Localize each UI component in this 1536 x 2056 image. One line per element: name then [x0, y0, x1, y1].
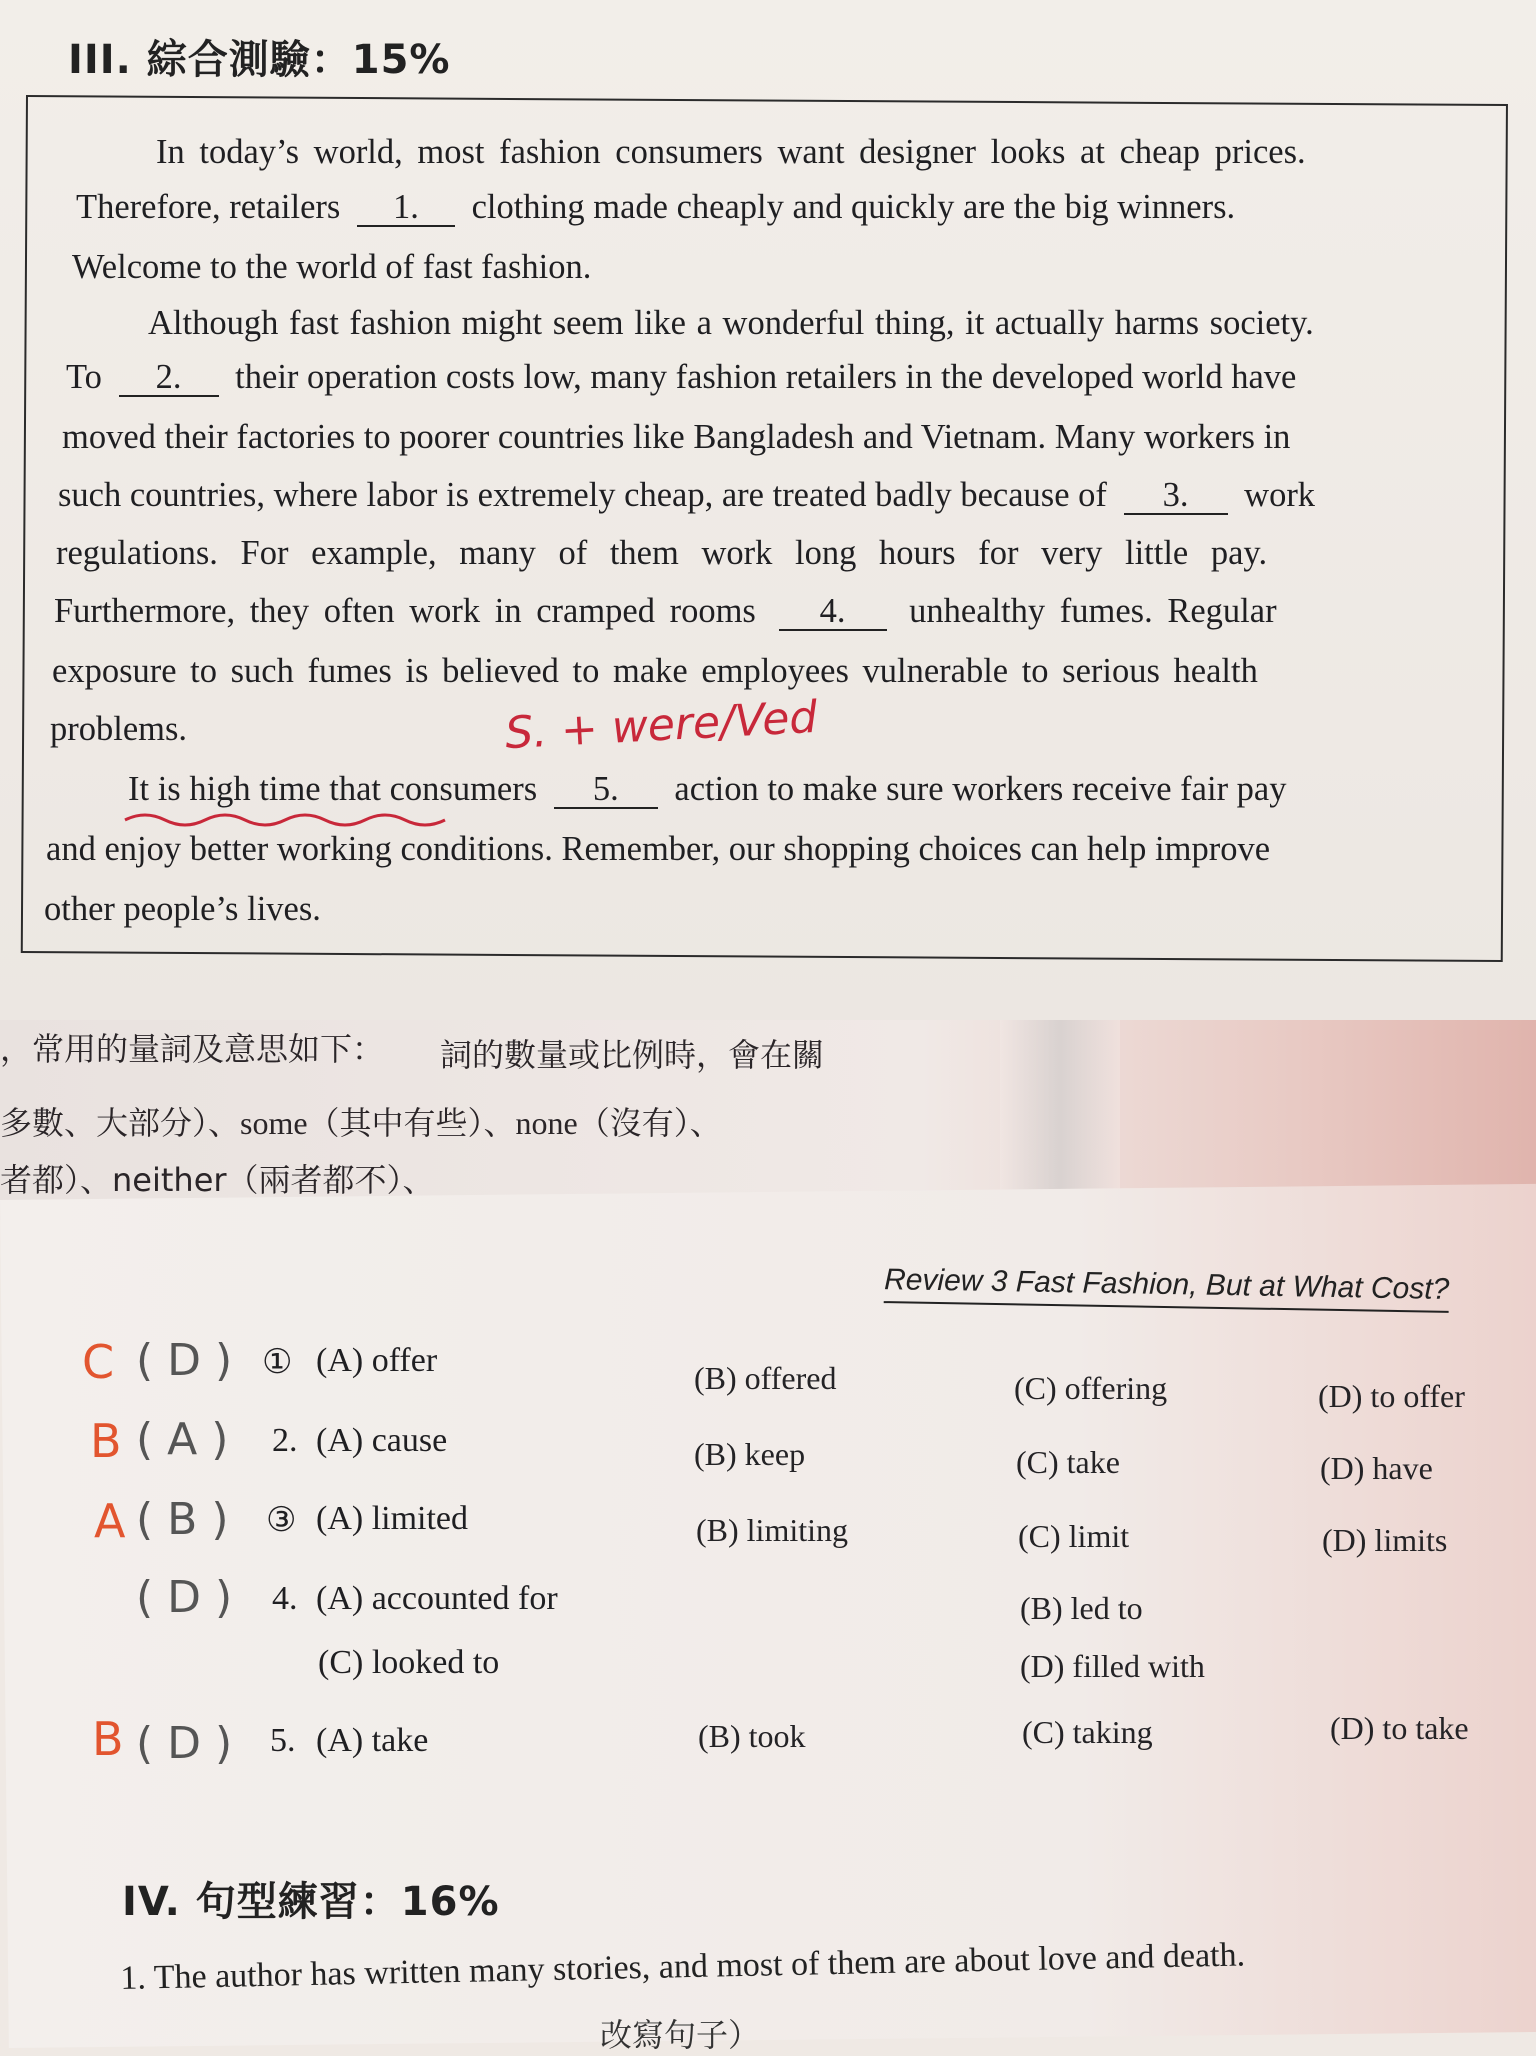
pencil-answer[interactable]: ( B )	[136, 1494, 229, 1545]
option-c[interactable]: (C) limit	[1018, 1518, 1130, 1554]
passage-text: Furthermore, they often work in cramped rooms	[54, 592, 756, 630]
option-d[interactable]: (D) to offer	[1318, 1378, 1465, 1414]
pencil-answer[interactable]: ( D )	[136, 1718, 233, 1769]
option-a[interactable]: (A) limited	[316, 1500, 469, 1537]
passage-line	[54, 594, 1277, 631]
red-correction: A	[94, 1494, 126, 1548]
passage-line	[58, 478, 1315, 515]
option-a[interactable]: (A) offer	[316, 1342, 438, 1379]
passage-line: Welcome to the world of fast fashion.	[72, 248, 592, 286]
passage-text: such countries, where labor is extremely cheap, are treated badly because of	[58, 476, 1107, 514]
passage-line: regulations. For example, many of them work long hours for very little pay.	[56, 534, 1268, 572]
passage-line: exposure to such fumes is believed to make employees vulnerable to serious health	[52, 652, 1258, 690]
handwritten-note: S. + were/Ved	[503, 691, 819, 760]
passage-text: It is high time that consumers	[128, 770, 538, 808]
passage-text: Therefore, retailers	[76, 188, 341, 226]
exercise-hint: 改寫句子）	[600, 2016, 761, 2054]
blank-1[interactable]: 1.	[357, 190, 455, 227]
passage-line: problems.	[50, 710, 188, 748]
passage-line: and enjoy better working conditions. Remember, our shopping choices can help improve	[46, 830, 1271, 868]
fold-text-line: 詞的數量或比例時，會在關	[440, 1036, 825, 1074]
section-heading: IV. 句型練習：16%	[122, 1879, 500, 1925]
red-correction: B	[92, 1712, 124, 1766]
question-number: 5.	[270, 1722, 296, 1759]
option-c[interactable]: (C) offering	[1014, 1370, 1168, 1406]
passage-text: clothing made cheaply and quickly are the big winners.	[471, 188, 1236, 226]
blank-3[interactable]: 3.	[1124, 478, 1228, 515]
option-d[interactable]: (D) limits	[1322, 1522, 1448, 1558]
exercise-sentence: 1. The author has written many stories, and most of them are about love and death.	[120, 1936, 1246, 1997]
option-b[interactable]: (B) led to	[1020, 1590, 1143, 1626]
section-heading: III. 綜合測驗：15%	[68, 37, 451, 83]
passage-line: other people’s lives.	[44, 890, 321, 928]
option-c[interactable]: (C) take	[1016, 1444, 1120, 1480]
option-b[interactable]: (B) keep	[694, 1436, 806, 1472]
passage-line	[76, 190, 1235, 227]
option-b[interactable]: (B) limiting	[696, 1512, 848, 1548]
option-d[interactable]: (D) have	[1320, 1450, 1433, 1486]
option-a[interactable]: (A) take	[316, 1722, 429, 1759]
option-d[interactable]: (D) to take	[1330, 1710, 1469, 1746]
option-c[interactable]: (C) looked to	[318, 1644, 500, 1681]
pencil-answer[interactable]: ( D )	[136, 1335, 233, 1386]
question-number: ③	[266, 1502, 297, 1539]
blank-5[interactable]: 5.	[554, 772, 658, 809]
pencil-answer[interactable]: ( A )	[136, 1414, 229, 1465]
passage-text: unhealthy fumes. Regular	[909, 592, 1277, 630]
option-a[interactable]: (A) accounted for	[316, 1580, 558, 1617]
fold-text-line: 者都）、neither（兩者都不）、	[0, 1161, 435, 1199]
red-correction: B	[90, 1414, 122, 1468]
blank-4[interactable]: 4.	[779, 594, 887, 631]
blank-2[interactable]: 2.	[119, 360, 219, 397]
passage-text: action to make sure workers receive fair pay	[674, 770, 1287, 808]
passage-line: moved their factories to poorer countries like Bangladesh and Vietnam. Many workers in	[62, 418, 1291, 456]
option-b[interactable]: (B) took	[698, 1718, 806, 1754]
question-number: 4.	[272, 1580, 298, 1617]
passage-line: In today’s world, most fashion consumers want designer looks at cheap prices.	[156, 133, 1306, 171]
passage-text: work	[1244, 476, 1316, 514]
pencil-answer[interactable]: ( D )	[136, 1572, 233, 1623]
passage-line: Although fast fashion might seem like a wonderful thing, it actually harms society.	[148, 304, 1314, 342]
running-header: Review 3 Fast Fashion, But at What Cost?	[884, 1263, 1450, 1313]
fold-text-line: 多數、大部分）、some（其中有些）、none（沒有）、	[0, 1105, 722, 1141]
question-number: 2.	[272, 1422, 298, 1459]
question-number: ①	[262, 1344, 293, 1381]
fold-text-line: ，常用的量詞及意思如下：	[0, 1030, 385, 1068]
passage-text: To	[66, 358, 102, 396]
option-d[interactable]: (D) filled with	[1020, 1648, 1205, 1684]
red-correction: C	[82, 1335, 115, 1389]
option-c[interactable]: (C) taking	[1022, 1714, 1153, 1750]
passage-line	[128, 772, 1287, 809]
passage-text: their operation costs low, many fashion retailers in the developed world have	[235, 358, 1297, 396]
option-b[interactable]: (B) offered	[694, 1360, 837, 1396]
option-a[interactable]: (A) cause	[316, 1422, 448, 1459]
passage-line	[66, 360, 1296, 397]
